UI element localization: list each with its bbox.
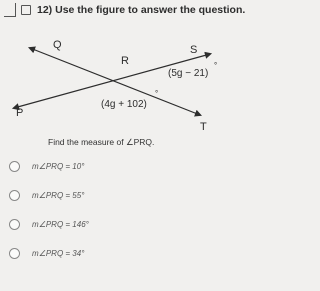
- find-measure-prompt: Find the measure of ∠PRQ.: [48, 137, 155, 147]
- answer-option-2[interactable]: [9, 188, 209, 202]
- point-q-label: Q: [53, 39, 62, 51]
- angle-left-degree: °: [155, 89, 159, 98]
- question-header: [0, 0, 246, 26]
- answer-option-4[interactable]: [9, 246, 209, 260]
- question-instruction: Use the figure to answer the question.: [55, 4, 246, 16]
- flag-icon[interactable]: [21, 5, 31, 15]
- question-number: 12): [37, 4, 53, 16]
- figure-svg: [0, 30, 226, 132]
- answer-option-3[interactable]: [9, 217, 209, 231]
- point-p-label: P: [16, 107, 24, 119]
- point-t-label: T: [200, 121, 207, 132]
- radio-button[interactable]: [9, 161, 20, 172]
- corner-mark: [4, 3, 16, 17]
- answer-option-label: m∠PRQ = 34°: [32, 248, 85, 258]
- angle-right-degree: °: [214, 61, 218, 70]
- answer-option-label: m∠PRQ = 55°: [32, 190, 85, 200]
- point-r-label: R: [121, 55, 129, 67]
- angle-right-label: (5g − 21): [168, 68, 209, 79]
- radio-button[interactable]: [9, 219, 20, 230]
- radio-button[interactable]: [9, 248, 20, 259]
- geometry-figure: [0, 30, 226, 132]
- question-text: [37, 4, 245, 16]
- answer-option-label: m∠PRQ = 146°: [32, 219, 89, 229]
- point-s-label: S: [190, 44, 198, 56]
- answer-option-1[interactable]: [9, 159, 209, 173]
- answer-option-label: m∠PRQ = 10°: [32, 161, 85, 171]
- radio-button[interactable]: [9, 190, 20, 201]
- angle-left-label: (4g + 102): [101, 99, 147, 110]
